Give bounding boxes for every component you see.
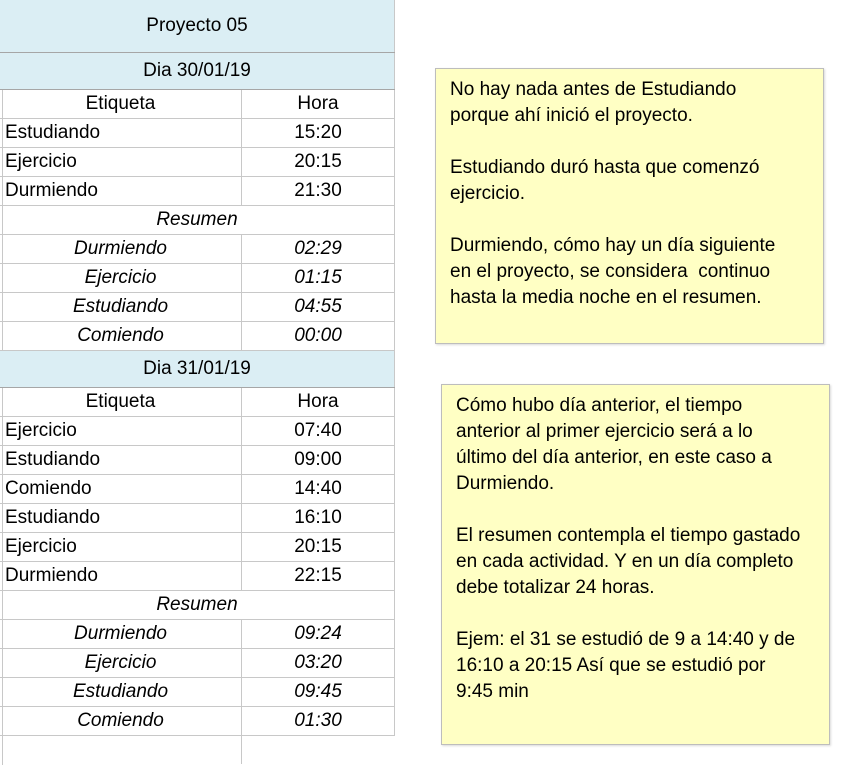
- summary-row: [0, 678, 395, 707]
- summary-row: [0, 322, 395, 351]
- note-line: Ejem: el 31 se estudió de 9 a 14:40 y de: [456, 629, 796, 650]
- column-header-etiqueta[interactable]: Etiqueta: [0, 90, 242, 118]
- table-row: [0, 417, 395, 446]
- summary-time[interactable]: 03:20: [242, 649, 395, 677]
- entry-label[interactable]: Ejercicio: [0, 417, 242, 445]
- note-line: en el proyecto, se considera continuo: [450, 261, 771, 282]
- note-line: Durmiendo, cómo hay un día siguiente: [450, 235, 776, 256]
- summary-activity[interactable]: Comiendo: [0, 707, 242, 735]
- table-row: [0, 177, 395, 206]
- column-header-hora[interactable]: Hora: [242, 90, 395, 118]
- summary-header-row: [0, 591, 395, 620]
- note-paragraph: [456, 393, 815, 497]
- column-header-row: [0, 90, 395, 119]
- note-paragraph: [456, 523, 815, 601]
- entry-time[interactable]: 21:30: [242, 177, 395, 205]
- summary-time[interactable]: 00:00: [242, 322, 395, 350]
- summary-activity[interactable]: Ejercicio: [0, 649, 242, 677]
- day-label[interactable]: Dia 31/01/19: [0, 351, 395, 387]
- summary-label[interactable]: Resumen: [0, 206, 395, 234]
- note-paragraph: [456, 627, 815, 705]
- project-title[interactable]: Proyecto 05: [0, 0, 395, 52]
- empty-cell[interactable]: [0, 736, 242, 764]
- table-row: [0, 148, 395, 177]
- project-title-row: [0, 0, 395, 53]
- note-line: último del día anterior, en este caso a: [456, 447, 772, 468]
- entry-label[interactable]: Ejercicio: [0, 148, 242, 176]
- summary-activity[interactable]: Comiendo: [0, 322, 242, 350]
- summary-header-row: [0, 206, 395, 235]
- summary-time[interactable]: 09:24: [242, 620, 395, 648]
- note-line: Estudiando duró hasta que comenzó: [450, 157, 760, 178]
- entry-time[interactable]: 20:15: [242, 148, 395, 176]
- day-header-row: [0, 53, 395, 90]
- summary-row: [0, 649, 395, 678]
- summary-time[interactable]: 09:45: [242, 678, 395, 706]
- entry-label[interactable]: Estudiando: [0, 504, 242, 532]
- note-paragraph: [450, 233, 809, 311]
- column-header-etiqueta[interactable]: Etiqueta: [0, 388, 242, 416]
- column-header-row: [0, 388, 395, 417]
- summary-label[interactable]: Resumen: [0, 591, 395, 619]
- note-line: hasta la media noche en el resumen.: [450, 287, 762, 308]
- note-line: No hay nada antes de Estudiando: [450, 79, 737, 100]
- note-line: Cómo hubo día anterior, el tiempo: [456, 395, 743, 416]
- entry-time[interactable]: 22:15: [242, 562, 395, 590]
- summary-activity[interactable]: Durmiendo: [0, 235, 242, 263]
- day-header-row: [0, 351, 395, 388]
- note-paragraph: [450, 77, 809, 129]
- summary-activity[interactable]: Estudiando: [0, 293, 242, 321]
- day-label[interactable]: Dia 30/01/19: [0, 53, 395, 89]
- summary-time[interactable]: 04:55: [242, 293, 395, 321]
- sticky-note-2[interactable]: [441, 384, 830, 745]
- table-row: [0, 446, 395, 475]
- entry-label[interactable]: Comiendo: [0, 475, 242, 503]
- sticky-note-1[interactable]: [435, 68, 824, 344]
- column-header-hora[interactable]: Hora: [242, 388, 395, 416]
- table-row: [0, 475, 395, 504]
- empty-row: [0, 736, 395, 764]
- table-row: [0, 533, 395, 562]
- entry-label[interactable]: Estudiando: [0, 446, 242, 474]
- table-row: [0, 562, 395, 591]
- summary-row: [0, 707, 395, 736]
- entry-time[interactable]: 20:15: [242, 533, 395, 561]
- note-line: anterior al primer ejercicio será a lo: [456, 421, 753, 442]
- entry-time[interactable]: 14:40: [242, 475, 395, 503]
- summary-row: [0, 235, 395, 264]
- note-line: debe totalizar 24 horas.: [456, 577, 655, 598]
- summary-row: [0, 293, 395, 322]
- entry-label[interactable]: Durmiendo: [0, 562, 242, 590]
- note-line: El resumen contempla el tiempo gastado: [456, 525, 801, 546]
- note-paragraph: [450, 155, 809, 207]
- entry-time[interactable]: 09:00: [242, 446, 395, 474]
- entry-label[interactable]: Estudiando: [0, 119, 242, 147]
- summary-activity[interactable]: Estudiando: [0, 678, 242, 706]
- summary-time[interactable]: 01:15: [242, 264, 395, 292]
- note-line: ejercicio.: [450, 183, 525, 204]
- summary-row: [0, 620, 395, 649]
- summary-time[interactable]: 01:30: [242, 707, 395, 735]
- entry-label[interactable]: Ejercicio: [0, 533, 242, 561]
- summary-row: [0, 264, 395, 293]
- entry-time[interactable]: 07:40: [242, 417, 395, 445]
- entry-time[interactable]: 15:20: [242, 119, 395, 147]
- spreadsheet: [0, 0, 395, 764]
- note-line: porque ahí inició el proyecto.: [450, 105, 693, 126]
- table-row: [0, 119, 395, 148]
- summary-time[interactable]: 02:29: [242, 235, 395, 263]
- entry-time[interactable]: 16:10: [242, 504, 395, 532]
- note-line: en cada actividad. Y en un día completo: [456, 551, 794, 572]
- summary-activity[interactable]: Ejercicio: [0, 264, 242, 292]
- note-line: Durmiendo.: [456, 473, 555, 494]
- note-line: 9:45 min: [456, 681, 529, 702]
- summary-activity[interactable]: Durmiendo: [0, 620, 242, 648]
- table-row: [0, 504, 395, 533]
- note-line: 16:10 a 20:15 Así que se estudió por: [456, 655, 766, 676]
- entry-label[interactable]: Durmiendo: [0, 177, 242, 205]
